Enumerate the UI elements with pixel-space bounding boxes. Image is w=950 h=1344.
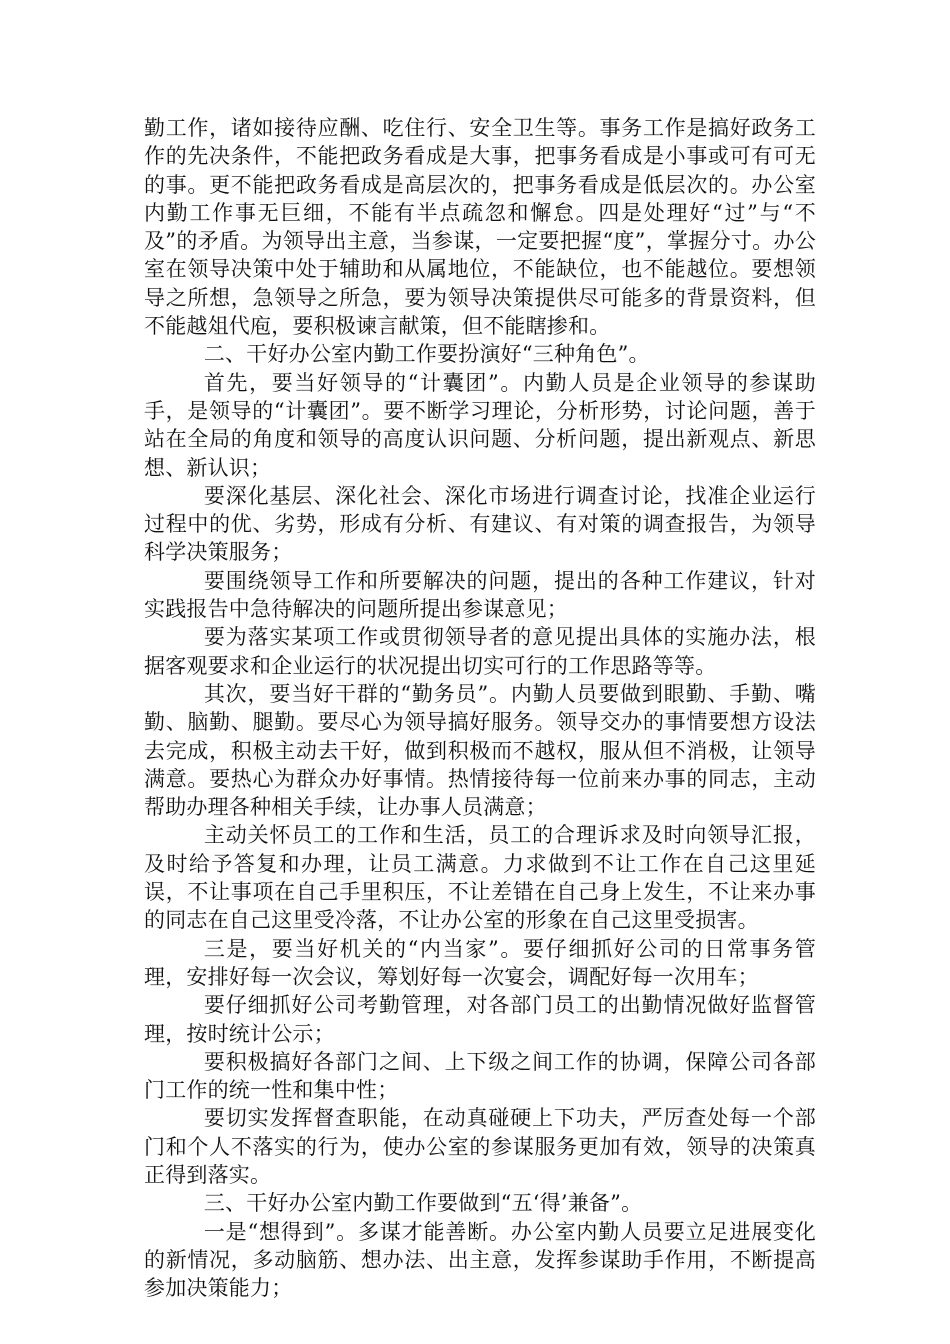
body-paragraph: 要深化基层、深化社会、深化市场进行调查讨论，找准企业运行过程中的优、劣势，形成有分析、有建议、有对策的调查报告，为领导科学决策服务；: [144, 483, 816, 565]
body-paragraph: 首先，要当好领导的“计囊团”。内勤人员是企业领导的参谋助手，是领导的“计囊团”。要不断学习理论，分析形势，讨论问题，善于站在全局的角度和领导的高度认识问题、分析问题，提出新观点、新思想、新认识；: [144, 370, 816, 480]
body-paragraph: 要切实发挥督查职能，在动真碰硬上下功夫，严厉查处每一个部门和个人不落实的行为，使办公室的参谋服务更加有效，领导的决策真正得到落实。: [144, 1106, 816, 1187]
section-heading-five-de: 三、干好办公室内勤工作要做到“五‘得’兼备”。: [203, 1191, 643, 1216]
body-paragraph: 勤工作，诸如接待应酬、吃住行、安全卫生等。事务工作是搞好政务工作的先决条件，不能把政务看成是大事，把事务看成是小事或可有可无的事。更不能把政务看成是高层次的，把事务看成是低层次的。办公室内勤工作事无巨细，不能有半点疏忽和懈怠。四是处理好“过”与“不及”的矛盾。为领导出主意，当参谋，一定要把握“度”，掌握分寸。办公室在领导决策中处于辅助和从属地位，不能缺位，也不能越位。要想领导之所想，急领导之所急，要为领导决策提供尽可能多的背景资料，但不能越俎代庖，要积极谏言献策，但不能瞎掺和。: [144, 116, 816, 339]
body-paragraph: 要仔细抓好公司考勤管理，对各部门员工的出勤情况做好监督管理，按时统计公示；: [144, 993, 816, 1046]
body-paragraph: 主动关怀员工的工作和生活，员工的合理诉求及时向领导汇报，及时给予答复和办理，让员工满意。力求做到不让工作在自己这里延误，不让事项在自己手里积压，不让差错在自己身上发生，不让来办事的同志在自己这里受冷落，不让办公室的形象在自己这里受损害。: [144, 823, 816, 933]
body-paragraph: 要围绕领导工作和所要解决的问题，提出的各种工作建议，针对实践报告中急待解决的问题所提出参谋意见；: [144, 568, 816, 622]
body-paragraph: 其次，要当好干群的“勤务员”。内勤人员要做到眼勤、手勤、嘴勤、脑勤、腿勤。要尽心为领导搞好服务。领导交办的事情要想方设法去完成，积极主动去干好，做到积极而不越权，服从但不消极，让领导满意。要热心为群众办好事情。热情接待每一位前来办事的同志，主动帮助办理各种相关手续，让办事人员满意；: [144, 681, 816, 820]
section-heading-three-roles: 二、干好办公室内勤工作要扮演好“三种角色”。: [203, 342, 650, 367]
body-paragraph: 三是，要当好机关的“内当家”。要仔细抓好公司的日常事务管理，安排好每一次会议，筹划好每一次宴会，调配好每一次用车；: [144, 936, 816, 989]
body-paragraph: 要为落实某项工作或贯彻领导者的意见提出具体的实施办法，根据客观要求和企业运行的状况提出切实可行的工作思路等等。: [144, 625, 816, 678]
document-page: [144, 114, 816, 1302]
body-paragraph: 要积极搞好各部门之间、上下级之间工作的协调，保障公司各部门工作的统一性和集中性；: [144, 1049, 816, 1103]
body-paragraph: 一是“想得到”。多谋才能善断。办公室内勤人员要立足进展变化的新情况，多动脑筋、想办法、出主意，发挥参谋助手作用，不断提高参加决策能力；: [144, 1219, 816, 1301]
